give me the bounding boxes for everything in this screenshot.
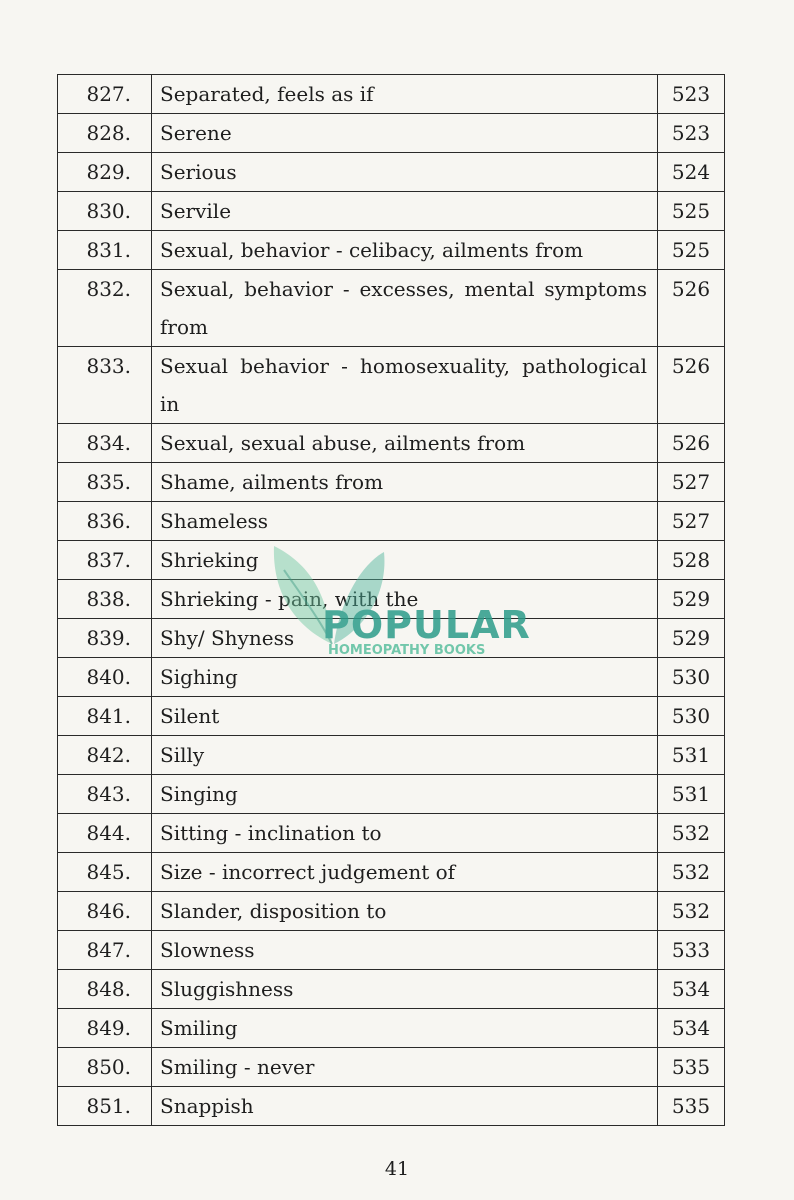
index-table bbox=[57, 74, 725, 1126]
entry-topic: Shame, ailments from bbox=[152, 463, 658, 502]
entry-number: 834. bbox=[58, 424, 152, 463]
entry-number: 828. bbox=[58, 114, 152, 153]
entry-topic: Servile bbox=[152, 192, 658, 231]
table-row bbox=[58, 541, 725, 580]
table-row bbox=[58, 736, 725, 775]
entry-number: 829. bbox=[58, 153, 152, 192]
entry-topic: Silent bbox=[152, 697, 658, 736]
page-number: 41 bbox=[384, 1158, 410, 1180]
entry-number: 833. bbox=[58, 347, 152, 424]
table-row bbox=[58, 814, 725, 853]
entry-topic: Separated, feels as if bbox=[152, 75, 658, 114]
entry-page: 524 bbox=[658, 153, 725, 192]
entry-topic: Size - incorrect judgement of bbox=[152, 853, 658, 892]
table-row bbox=[58, 1009, 725, 1048]
entry-number: 842. bbox=[58, 736, 152, 775]
entry-topic: Slowness bbox=[152, 931, 658, 970]
entry-page: 527 bbox=[658, 463, 725, 502]
entry-number: 840. bbox=[58, 658, 152, 697]
table-row bbox=[58, 153, 725, 192]
entry-page: 535 bbox=[658, 1087, 725, 1126]
entry-number: 827. bbox=[58, 75, 152, 114]
entry-number: 835. bbox=[58, 463, 152, 502]
index-table-body bbox=[58, 75, 725, 1126]
entry-number: 845. bbox=[58, 853, 152, 892]
entry-topic: Sluggishness bbox=[152, 970, 658, 1009]
entry-number: 848. bbox=[58, 970, 152, 1009]
entry-page: 526 bbox=[658, 424, 725, 463]
entry-topic: Smiling bbox=[152, 1009, 658, 1048]
table-row bbox=[58, 347, 725, 424]
entry-topic: Silly bbox=[152, 736, 658, 775]
entry-page: 534 bbox=[658, 1009, 725, 1048]
table-row bbox=[58, 931, 725, 970]
entry-number: 836. bbox=[58, 502, 152, 541]
entry-topic: Serious bbox=[152, 153, 658, 192]
table-row bbox=[58, 231, 725, 270]
entry-topic: Serene bbox=[152, 114, 658, 153]
table-row bbox=[58, 114, 725, 153]
table-row bbox=[58, 75, 725, 114]
entry-page: 526 bbox=[658, 347, 725, 424]
entry-topic: Snappish bbox=[152, 1087, 658, 1126]
entry-page: 529 bbox=[658, 619, 725, 658]
entry-number: 839. bbox=[58, 619, 152, 658]
table-row bbox=[58, 463, 725, 502]
entry-number: 847. bbox=[58, 931, 152, 970]
entry-topic: Shameless bbox=[152, 502, 658, 541]
entry-topic: Shrieking bbox=[152, 541, 658, 580]
table-row bbox=[58, 892, 725, 931]
entry-topic: Slander, disposition to bbox=[152, 892, 658, 931]
entry-page: 523 bbox=[658, 114, 725, 153]
entry-number: 841. bbox=[58, 697, 152, 736]
entry-page: 526 bbox=[658, 270, 725, 347]
entry-topic: Sighing bbox=[152, 658, 658, 697]
table-row bbox=[58, 424, 725, 463]
entry-page: 535 bbox=[658, 1048, 725, 1087]
table-row bbox=[58, 658, 725, 697]
table-row bbox=[58, 270, 725, 347]
table-row bbox=[58, 775, 725, 814]
entry-page: 525 bbox=[658, 231, 725, 270]
entry-page: 531 bbox=[658, 736, 725, 775]
entry-page: 533 bbox=[658, 931, 725, 970]
entry-number: 831. bbox=[58, 231, 152, 270]
entry-page: 532 bbox=[658, 853, 725, 892]
table-row bbox=[58, 580, 725, 619]
entry-page: 532 bbox=[658, 814, 725, 853]
entry-page: 528 bbox=[658, 541, 725, 580]
entry-topic: Smiling - never bbox=[152, 1048, 658, 1087]
entry-topic: Sexual, behavior - excesses, mental symptoms from bbox=[152, 270, 658, 347]
entry-page: 532 bbox=[658, 892, 725, 931]
entry-number: 846. bbox=[58, 892, 152, 931]
entry-number: 843. bbox=[58, 775, 152, 814]
entry-topic: Sexual, sexual abuse, ailments from bbox=[152, 424, 658, 463]
table-row bbox=[58, 192, 725, 231]
entry-number: 837. bbox=[58, 541, 152, 580]
entry-topic: Singing bbox=[152, 775, 658, 814]
entry-page: 530 bbox=[658, 658, 725, 697]
table-row bbox=[58, 970, 725, 1009]
watermark-brand: POPULAR bbox=[322, 603, 531, 647]
entry-page: 531 bbox=[658, 775, 725, 814]
entry-number: 832. bbox=[58, 270, 152, 347]
entry-number: 851. bbox=[58, 1087, 152, 1126]
watermark-tagline: HOMEOPATHY BOOKS bbox=[328, 643, 486, 658]
table-row bbox=[58, 502, 725, 541]
entry-topic: Sexual, behavior - celibacy, ailments from bbox=[152, 231, 658, 270]
table-row bbox=[58, 619, 725, 658]
entry-page: 527 bbox=[658, 502, 725, 541]
entry-topic: Shy/ Shyness bbox=[152, 619, 658, 658]
entry-number: 830. bbox=[58, 192, 152, 231]
entry-page: 525 bbox=[658, 192, 725, 231]
entry-page: 523 bbox=[658, 75, 725, 114]
table-row bbox=[58, 697, 725, 736]
entry-topic: Shrieking - pain, with the bbox=[152, 580, 658, 619]
table-row bbox=[58, 1048, 725, 1087]
entry-page: 530 bbox=[658, 697, 725, 736]
table-row bbox=[58, 1087, 725, 1126]
entry-page: 534 bbox=[658, 970, 725, 1009]
entry-topic: Sitting - inclination to bbox=[152, 814, 658, 853]
entry-number: 844. bbox=[58, 814, 152, 853]
entry-page: 529 bbox=[658, 580, 725, 619]
table-row bbox=[58, 853, 725, 892]
entry-number: 838. bbox=[58, 580, 152, 619]
entry-number: 849. bbox=[58, 1009, 152, 1048]
entry-topic: Sexual behavior - homosexuality, pathological in bbox=[152, 347, 658, 424]
entry-number: 850. bbox=[58, 1048, 152, 1087]
